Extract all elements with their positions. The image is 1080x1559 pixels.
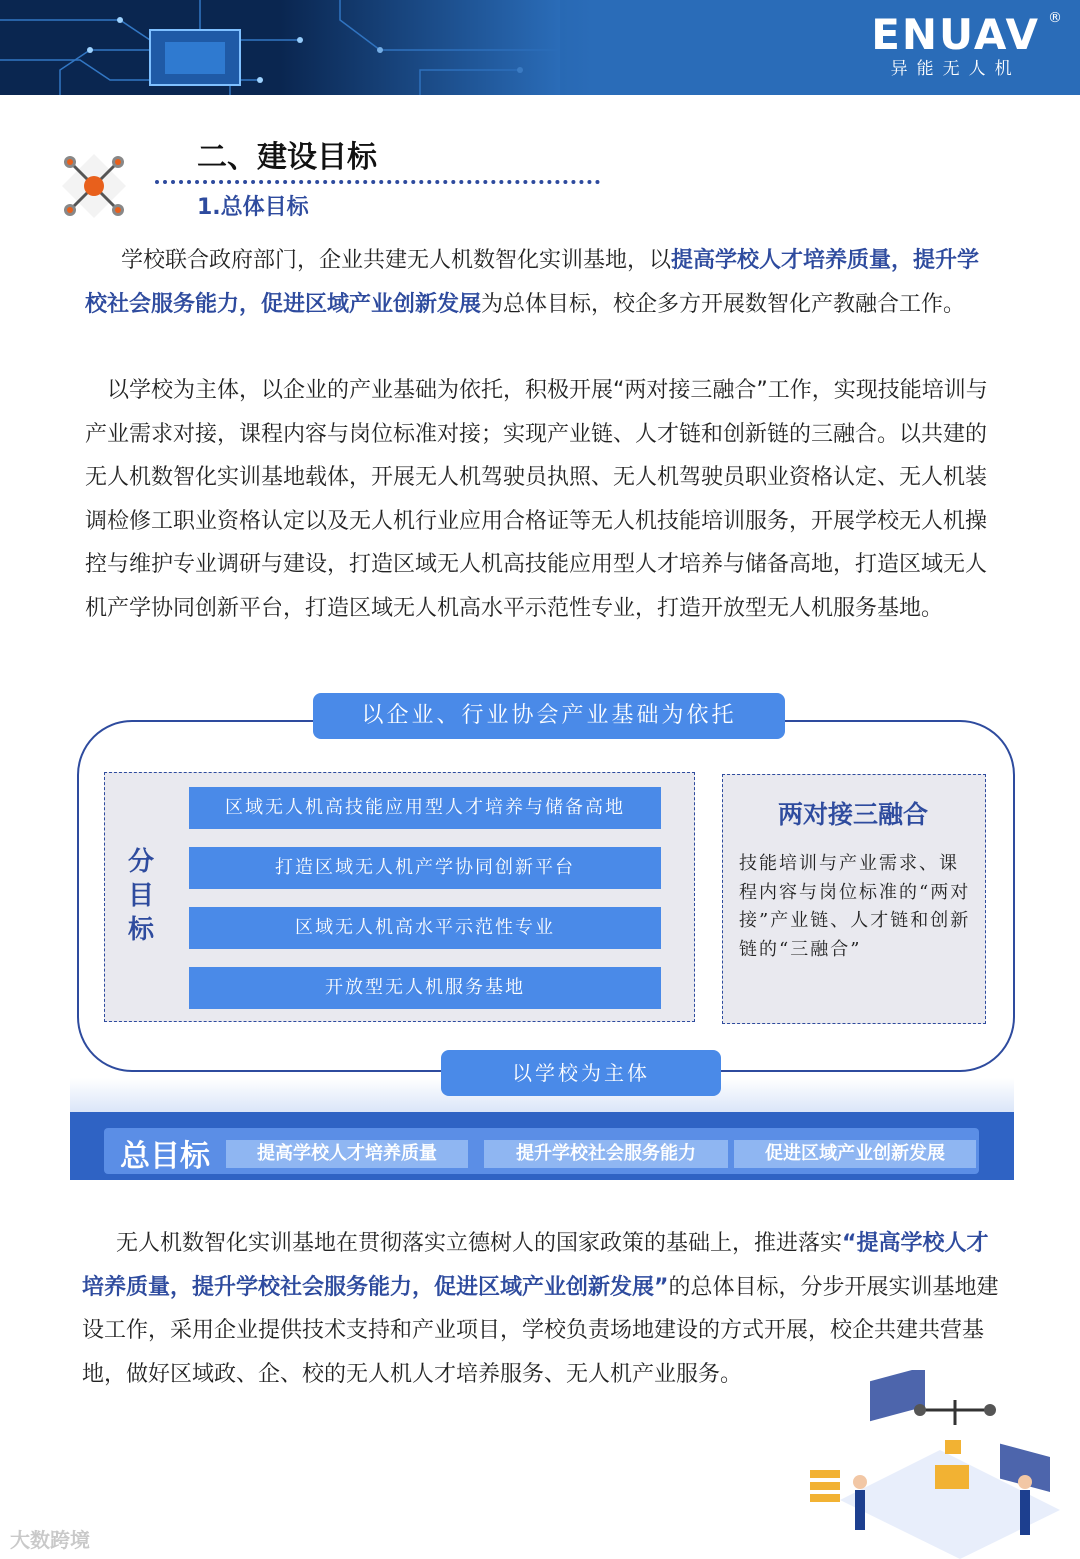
diagram-top-label: 以企业、行业协会产业基础为依托 xyxy=(313,693,785,739)
paragraph-1-intro: 学校联合政府部门，企业共建无人机数智化实训基地，以 xyxy=(121,248,672,273)
section-title: 二、建设目标 xyxy=(197,140,377,175)
paragraph-3-highlight: “提高学校人才培养质量，提升学校社会服务能力，促进区域产业创新发展” xyxy=(82,1231,989,1300)
registered-mark: ® xyxy=(1048,10,1062,26)
isometric-drone-illustration xyxy=(800,1370,1080,1559)
total-goal-item: 提高学校人才培养质量 xyxy=(226,1140,468,1168)
paragraph-2: 以学校为主体，以企业的产业基础为依托，积极开展“两对接三融合”工作，实现技能培训与产业需求对接，课程内容与岗位标准对接；实现产业链、人才链和创新链的三融合。以共建的无人机数智化实训基地载体，开展无人机驾驶员执照、无人机驾驶员职业资格认定、无人机装调检修工职业资格认定以及无人机行业应用合格证等无人机技能培训服务，开展学校无人机操控与维护专业调研与建设，打造区域无人机高技能应用型人才培养与储备高地，打造区域无人机产学协同创新平台，打造区域无人机高水平示范性专业，打造开放型无人机服务基地。 xyxy=(85,378,988,621)
total-goal-label: 总目标 xyxy=(120,1139,210,1174)
paragraph-1 xyxy=(85,239,1000,326)
header-banner xyxy=(0,0,1080,95)
paragraph-3-tail: 的总体目标，分步开展实训基地建设工作，采用企业提供技术支持和产业项目，学校负责场地建设的方式开展，校企共建共营基地，做好区域政、企、校的无人机人才培养服务、无人机产业服务。 xyxy=(82,1274,999,1387)
section-subtitle: 1.总体目标 xyxy=(197,195,309,220)
sub-goals-label: 分目标 xyxy=(127,847,154,945)
logo-subtitle: 异能无人机 xyxy=(890,59,1021,79)
watermark: 大数跨境 xyxy=(10,1528,90,1552)
total-goal-item: 提升学校社会服务能力 xyxy=(484,1140,728,1168)
two-docking-text: 技能培训与产业需求、课程内容与岗位标准的“两对接”产业链、人才链和创新链的“三融合” xyxy=(739,853,971,960)
enuav-logo xyxy=(871,10,1062,80)
logo-mark: ENUAV xyxy=(871,10,1040,59)
diagram-bottom-label: 以学校为主体 xyxy=(441,1050,721,1096)
drone-icon xyxy=(58,150,130,222)
paragraph-1-tail: 为总体目标，校企多方开展数智化产教融合工作。 xyxy=(481,291,966,317)
sub-goal-item: 区域无人机高技能应用型人才培养与储备高地 xyxy=(189,787,661,829)
sub-goal-item: 打造区域无人机产学协同创新平台 xyxy=(189,847,661,889)
total-goal-item: 促进区域产业创新发展 xyxy=(734,1140,976,1168)
dotted-divider xyxy=(155,180,600,184)
sub-goal-item: 区域无人机高水平示范性专业 xyxy=(189,907,661,949)
paragraph-1-highlight: 提高学校人才培养质量，提升学校社会服务能力，促进区域产业创新发展 xyxy=(85,248,980,317)
two-docking-title: 两对接三融合 xyxy=(777,800,928,829)
circuit-board-graphic xyxy=(0,0,560,95)
sub-goal-item: 开放型无人机服务基地 xyxy=(189,967,661,1009)
paragraph-3-intro: 无人机数智化实训基地在贯彻落实立德树人的国家政策的基础上，推进落实 xyxy=(116,1231,843,1256)
